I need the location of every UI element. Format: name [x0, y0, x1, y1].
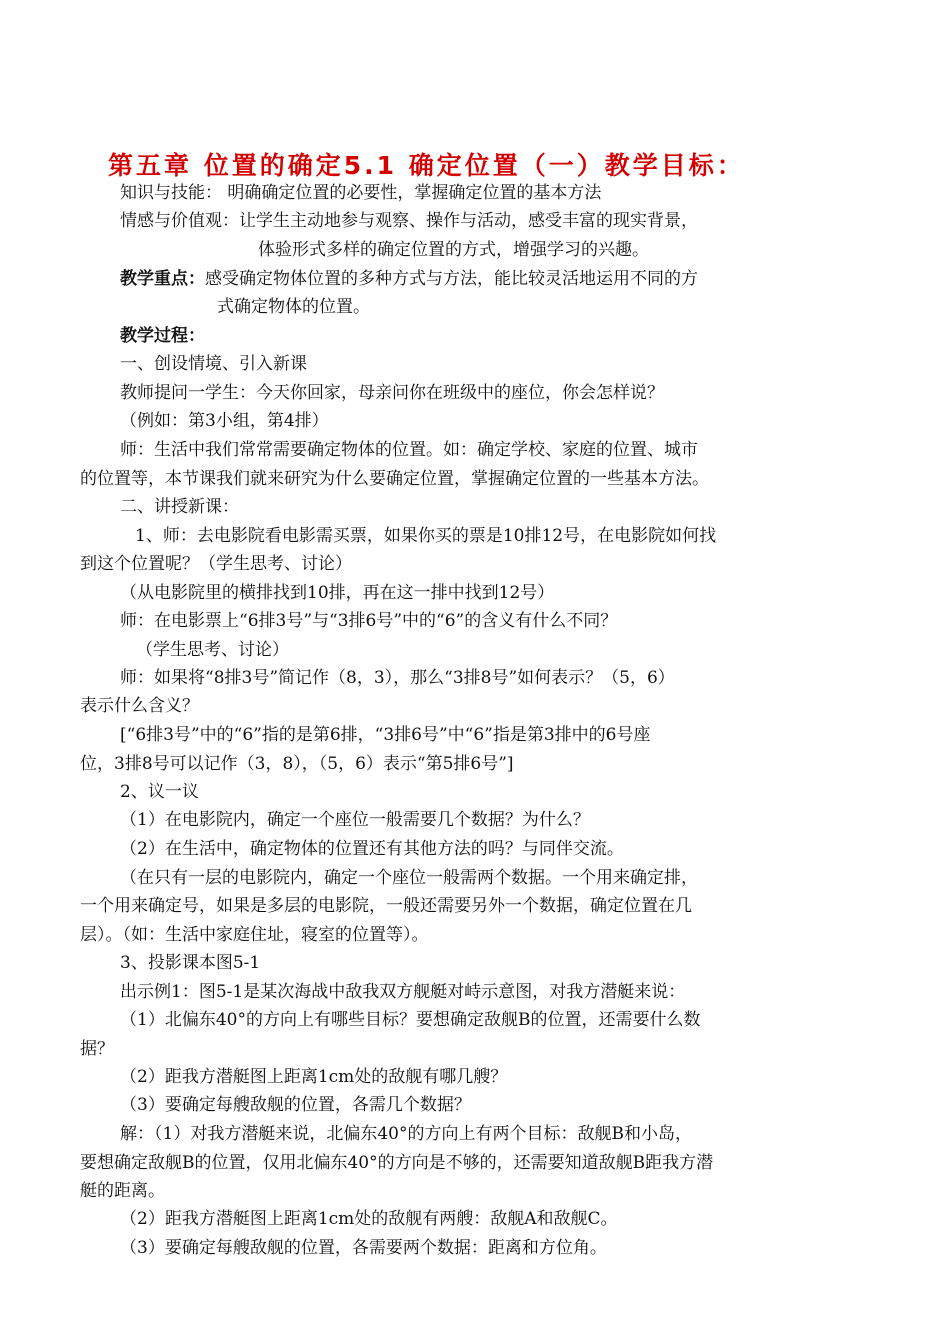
text-line: （3）要确定每艘敌舰的位置，各需要两个数据：距离和方位角。 [120, 1238, 607, 1258]
text-line: 层）。（如：生活中家庭住址，寝室的位置等）。 [80, 925, 429, 945]
text-line: 出示例1：图5-1是某次海战中敌我双方舰艇对峙示意图，对我方潜艇来说： [120, 982, 686, 1002]
text-span: 感受确定物体位置的多种方式与方法，能比较灵活地运用不同的方 [205, 269, 698, 289]
text-line: 位，3排8号可以记作（3，8），（5，6）表示“第5排6号”] [80, 754, 514, 774]
text-line: 情感与价值观：让学生主动地参与观察、操作与活动，感受丰富的现实背景， [120, 211, 698, 231]
text-line: 教师提问一学生：今天你回家，母亲问你在班级中的座位，你会怎样说？ [120, 383, 664, 403]
text-line: （例如：第3小组，第4排） [120, 411, 329, 431]
text-line: 体验形式多样的确定位置的方式，增强学习的兴趣。 [258, 240, 649, 260]
text-line: （2）在生活中，确定物体的位置还有其他方法的吗？与同伴交流。 [120, 839, 624, 859]
text-line: 一个用来确定号，如果是多层的电影院，一般还需要另外一个数据，确定位置在几 [80, 896, 692, 916]
text-line: （2）距我方潜艇图上距离1cm处的敌舰有哪几艘？ [120, 1067, 508, 1087]
text-line: [“6排3号”中的“6”指的是第6排，“3排6号”中“6”指是第3排中的6号座 [120, 725, 651, 745]
text-line: 师：如果将“8排3号”简记作（8，3），那么“3排8号”如何表示？（5，6） [120, 668, 675, 688]
section-heading: 教学过程： [120, 326, 205, 346]
text-line: （从电影院里的横排找到10排，再在这一排中找到12号） [120, 583, 555, 603]
text-line: 据？ [80, 1039, 114, 1059]
text-line: （1）北偏东40°的方向上有哪些目标？要想确定敌舰B的位置，还需要什么数 [120, 1010, 701, 1030]
text-line: 艇的距离。 [80, 1181, 165, 1201]
text-line: 表示什么含义？ [80, 696, 199, 716]
text-line: （在只有一层的电影院内，确定一个座位一般需两个数据。一个用来确定排， [120, 868, 698, 888]
text-line: 3、投影课本图5-1 [120, 953, 261, 973]
text-line: 师：在电影票上“6排3号”与“3排6号”中的“6”的含义有什么不同？ [120, 611, 618, 631]
text-line: 到这个位置呢？（学生思考、讨论） [80, 554, 352, 574]
text-line: （1）在电影院内，确定一个座位一般需要几个数据？为什么？ [120, 810, 590, 830]
text-line: 2、议一议 [120, 782, 199, 802]
section-label: 教学重点： [120, 269, 205, 289]
text-line: 的位置等，本节课我们就来研究为什么要确定位置，掌握确定位置的一些基本方法。 [80, 469, 709, 489]
text-line: 解：（1）对我方潜艇来说，北偏东40°的方向上有两个目标：敌舰B和小岛， [120, 1124, 692, 1144]
text-line: 一、创设情境、引入新课 [120, 354, 307, 374]
text-line: 式确定物体的位置。 [217, 297, 370, 317]
text-line: （学生思考、讨论） [136, 640, 289, 660]
text-line: 师：生活中我们常常需要确定物体的位置。如：确定学校、家庭的位置、城市 [120, 440, 698, 460]
page-title: 第五章 位置的确定5.1 确定位置（一）教学目标： [108, 151, 745, 180]
text-line: （2）距我方潜艇图上距离1cm处的敌舰有两艘：敌舰A和敌舰C。 [120, 1209, 618, 1229]
text-line: 知识与技能： 明确确定位置的必要性，掌握确定位置的基本方法 [120, 183, 602, 203]
text-line [120, 267, 698, 291]
text-line: （3）要确定每艘敌舰的位置，各需几个数据？ [120, 1095, 471, 1115]
text-line: 要想确定敌舰B的位置，仅用北偏东40°的方向是不够的，还需要知道敌舰B距我方潜 [80, 1153, 714, 1173]
text-line: 二、讲授新课： [120, 497, 239, 517]
text-line: 1、师：去电影院看电影需买票，如果你买的票是10排12号，在电影院如何找 [135, 526, 717, 546]
